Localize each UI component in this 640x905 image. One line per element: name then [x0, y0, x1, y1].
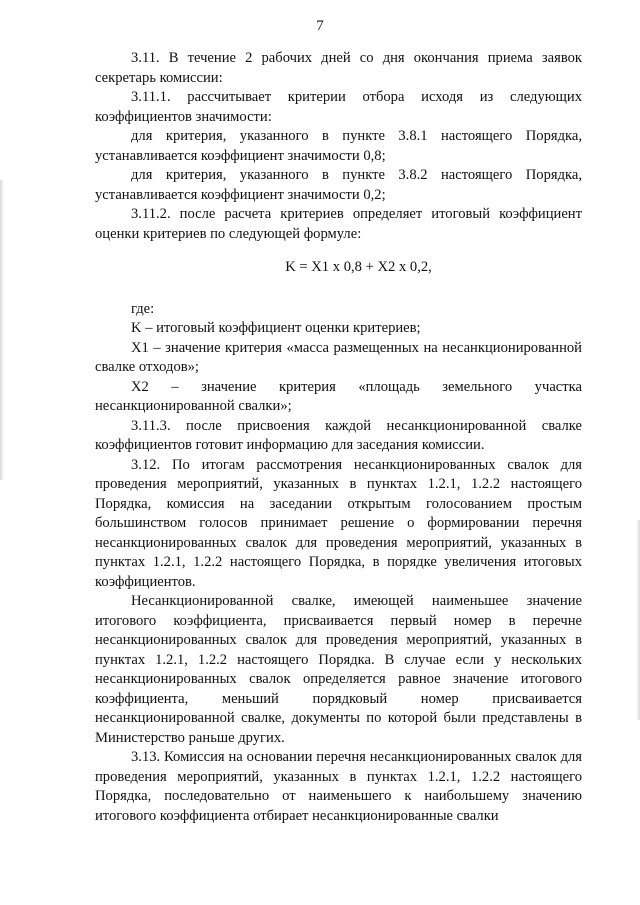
paragraph-criterion-3-8-1: для критерия, указанного в пункте 3.8.1 настоящего Порядка, устанавливается коэффициент значимости 0,8; — [95, 128, 582, 164]
paragraph-3-11-2: 3.11.2. после расчета критериев определяет итоговый коэффициент оценки критериев по следующей формуле: — [95, 206, 582, 242]
document-body — [95, 49, 582, 826]
paragraph-criterion-3-8-2: для критерия, указанного в пункте 3.8.2 настоящего Порядка, устанавливается коэффициент значимости 0,2; — [95, 167, 582, 203]
scan-edge-shadow — [636, 520, 640, 720]
paragraph-lowest-coefficient: Несанкционированной свалке, имеющей наименьшее значение итогового коэффициента, присваивается первый номер в перечне несанкционированных свалок для проведения мероприятий, указанных в пунктах 1.2.1, 1.2.2 настоящего Порядка. В случае если у нескольких несанкционированных свалок определяется равное значение итогового коэффициента, меньший порядковый номер присваивается несанкционированной свалке, документы по которой были представлены в Министерство раньше других. — [95, 593, 582, 746]
definition-x2: X2 – значение критерия «площадь земельного участка несанкционированной свалки»; — [95, 378, 582, 414]
formula: K = X1 x 0,8 + X2 x 0,2, — [285, 259, 432, 275]
scan-edge-shadow — [0, 180, 4, 480]
paragraph-3-11-1: 3.11.1. рассчитывает критерии отбора исходя из следующих коэффициентов значимости: — [95, 89, 582, 125]
paragraph-where: где: — [131, 300, 155, 317]
page-number: 7 — [316, 18, 324, 34]
paragraph-3-13: 3.13. Комиссия на основании перечня несанкционированных свалок для проведения мероприятий, указанных в пунктах 1.2.1, 1.2.2 настоящего Порядка, последовательно от наименьшего к наибольшему значению итогового коэффициента отбирает несанкционированные свалки — [95, 749, 582, 824]
definition-x1: X1 – значение критерия «масса размещенных на несанкционированной свалке отходов»; — [95, 339, 582, 375]
paragraph-3-11-3: 3.11.3. после присвоения каждой несанкционированной свалке коэффициентов готовит информацию для заседания комиссии. — [95, 417, 582, 453]
paragraph-3-11: 3.11. В течение 2 рабочих дней со дня окончания приема заявок секретарь комиссии: — [95, 50, 582, 86]
paragraph-3-12: 3.12. По итогам рассмотрения несанкционированных свалок для проведения мероприятий, указанных в пунктах 1.2.1, 1.2.2 настоящего Порядка, комиссия на заседании открытым голосованием простым большинством голосов принимает решение о формировании перечня несанкционированных свалок для проведения мероприятий, указанных в пунктах 1.2.1, 1.2.2 настоящего Порядка, в порядке увеличения итоговых коэффициентов. — [95, 456, 582, 590]
definition-k: K – итоговый коэффициент оценки критериев; — [131, 320, 421, 336]
